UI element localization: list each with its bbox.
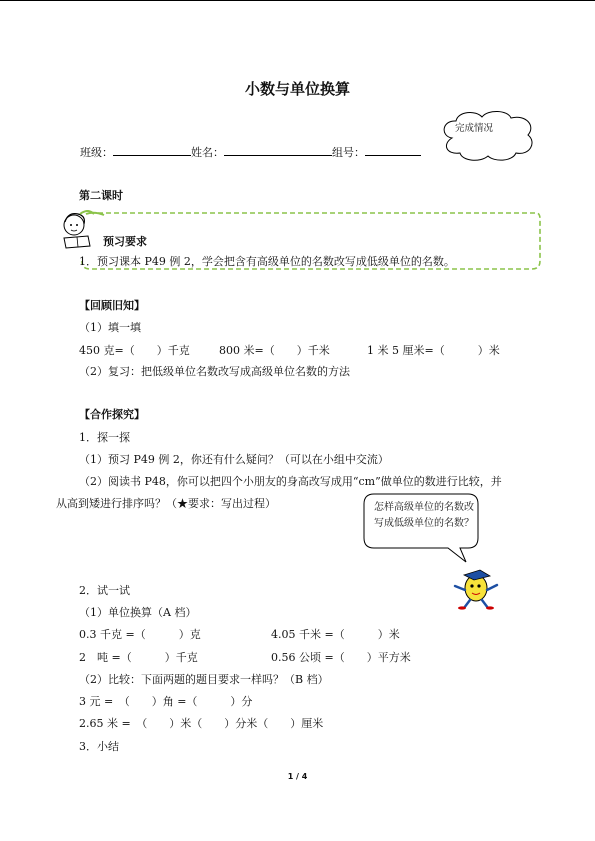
conversion-3: 2 吨 =（ ）千克 — [79, 651, 198, 664]
mascot-icon — [450, 566, 502, 610]
bubble-text: 怎样高级单位的名数改写成低级单位的名数？ — [374, 502, 474, 529]
conversion-4: 0.56 公顷 =（ ）平方米 — [271, 651, 411, 664]
review-question-1: 450 克=（ ）千克 — [79, 344, 190, 357]
child-reading-icon — [58, 210, 98, 252]
class-label: 班级： — [80, 146, 113, 159]
review-heading: 【回顾旧知】 — [79, 299, 145, 312]
class-field[interactable] — [113, 144, 191, 156]
group-field[interactable] — [365, 144, 421, 156]
conversion-2: 4.05 千米 =（ ）米 — [271, 628, 400, 641]
fill-label: （1）填一填 — [79, 321, 141, 334]
explore-step-1b-line2: 从高到矮进行排序吗？（★要求：写出过程） — [56, 497, 276, 510]
try-step-2a: （1）单位换算（A 档） — [79, 606, 197, 619]
compare-1: 3 元 = （ ）角 =（ ）分 — [79, 695, 253, 708]
preview-item: 1．预习课本 P49 例 2，学会把含有高级单位的名数改写成低级单位的名数。 — [79, 255, 455, 268]
top-rule — [0, 0, 595, 1]
completion-label: 完成情况 — [455, 123, 494, 134]
explore-heading: 【合作探究】 — [79, 408, 145, 421]
lesson-label: 第二课时 — [79, 189, 123, 202]
group-label: 组号： — [332, 146, 365, 159]
try-step-2b: （2）比较：下面两题的题目要求一样吗？（B 档） — [79, 673, 329, 686]
preview-heading: 预习要求 — [103, 235, 147, 248]
name-field[interactable] — [224, 144, 332, 156]
review-question-2: 800 米=（ ）千米 — [219, 344, 330, 357]
explore-step-1b-line1: （2）阅读书 P48，你可以把四个小朋友的身高改写成用“cm”做单位的数进行比较，并 — [79, 475, 502, 488]
page-title: 小数与单位换算 — [244, 80, 350, 98]
info-line — [80, 144, 421, 160]
review-method: （2）复习：把低级单位名数改写成高级单位名数的方法 — [79, 365, 350, 378]
explore-step-1a: （1）预习 P49 例 2，你还有什么疑问？（可以在小组中交流） — [79, 453, 389, 466]
explore-step-1: 1．探一探 — [79, 431, 130, 444]
conversion-1: 0.3 千克 =（ ）克 — [79, 628, 201, 641]
review-question-3: 1 米 5 厘米=（ ）米 — [367, 344, 500, 357]
compare-2: 2.65 米 = （ ）米（ ）分米（ ）厘米 — [79, 717, 324, 730]
try-step-2: 2．试一试 — [79, 584, 130, 597]
name-label: 姓名： — [191, 146, 224, 159]
summary-step-3: 3．小结 — [79, 740, 119, 753]
cloud-shape — [438, 108, 538, 162]
page-number: 1 / 4 — [287, 772, 308, 781]
